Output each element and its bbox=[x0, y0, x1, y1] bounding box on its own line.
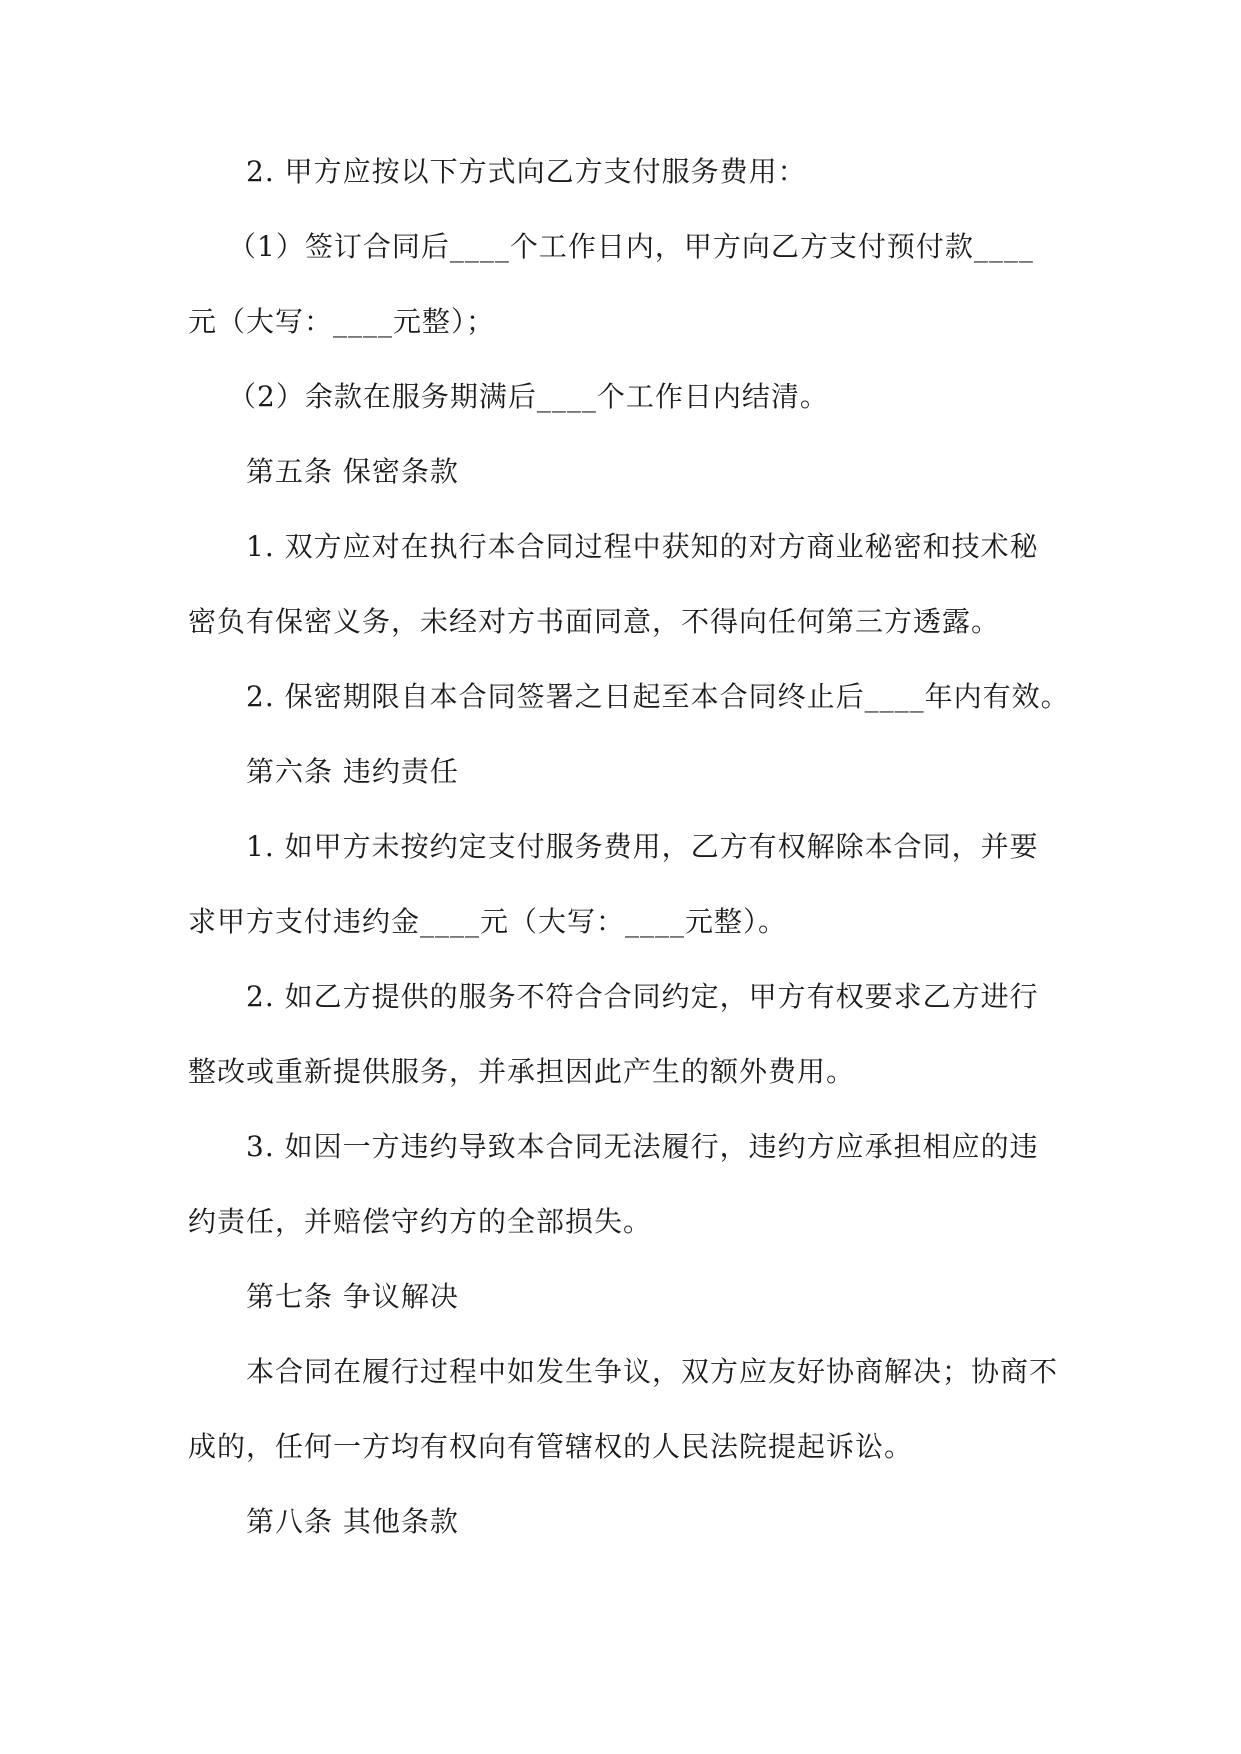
breach-clause-3: 3. 如因一方违约导致本合同无法履行，违约方应承担相应的违 bbox=[246, 1130, 1039, 1163]
confidentiality-clause-2: 2. 保密期限自本合同签署之日起至本合同终止后____年内有效。 bbox=[246, 680, 1070, 713]
breach-clause-1: 1. 如甲方未按约定支付服务费用，乙方有权解除本合同，并要 bbox=[246, 830, 1039, 863]
advance-payment-line: （1）签订合同后____个工作日内，甲方向乙方支付预付款____ bbox=[228, 230, 1034, 263]
confidentiality-clause-1-cont: 密负有保密义务，未经对方书面同意，不得向任何第三方透露。 bbox=[188, 605, 1001, 638]
advance-payment-amount-line: 元（大写：____元整）； bbox=[188, 305, 496, 338]
article-7-heading: 第七条 争议解决 bbox=[246, 1280, 459, 1313]
balance-payment-line: （2）余款在服务期满后____个工作日内结清。 bbox=[228, 380, 829, 413]
article-8-heading: 第八条 其他条款 bbox=[246, 1505, 459, 1538]
dispute-clause: 本合同在履行过程中如发生争议，双方应友好协商解决；协商不 bbox=[246, 1355, 1059, 1388]
breach-clause-2-cont: 整改或重新提供服务，并承担因此产生的额外费用。 bbox=[188, 1055, 856, 1088]
breach-clause-2: 2. 如乙方提供的服务不符合合同约定，甲方有权要求乙方进行 bbox=[246, 980, 1039, 1013]
confidentiality-clause-1: 1. 双方应对在执行本合同过程中获知的对方商业秘密和技术秘 bbox=[246, 530, 1039, 563]
article-6-heading: 第六条 违约责任 bbox=[246, 755, 459, 788]
breach-clause-1-cont: 求甲方支付违约金____元（大写：____元整）。 bbox=[188, 905, 788, 938]
breach-clause-3-cont: 约责任，并赔偿守约方的全部损失。 bbox=[188, 1205, 653, 1238]
dispute-clause-cont: 成的，任何一方均有权向有管辖权的人民法院提起诉讼。 bbox=[188, 1430, 914, 1463]
article-5-heading: 第五条 保密条款 bbox=[246, 455, 459, 488]
payment-method-clause: 2. 甲方应按以下方式向乙方支付服务费用： bbox=[246, 155, 807, 188]
